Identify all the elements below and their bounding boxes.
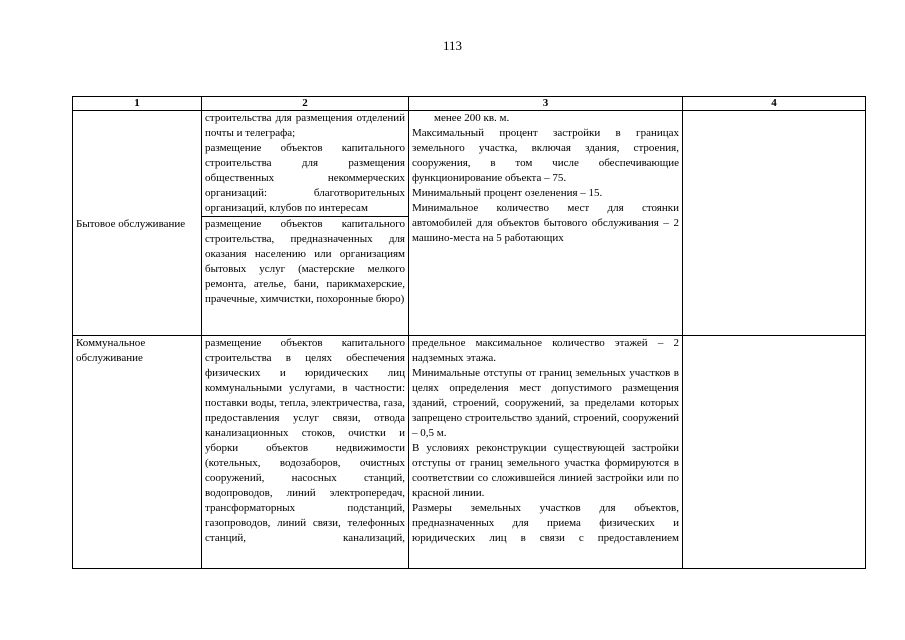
parameter-paragraph: В условиях реконструкции существующей застройки отступы от границ земельного участка формируются в соответствии со сложившейся линией застройки или по красной линии. bbox=[412, 442, 679, 499]
cell-parameters bbox=[409, 111, 683, 336]
cell-parameters bbox=[409, 336, 683, 569]
cell-use-description bbox=[202, 336, 409, 569]
cell-notes bbox=[683, 111, 866, 217]
description-paragraph: строительства для размещения отделений почты и телеграфа; bbox=[205, 112, 405, 139]
use-type-text: Коммунальное обслуживание bbox=[76, 337, 146, 364]
cell-use-type bbox=[73, 111, 202, 217]
page-number: 113 bbox=[442, 38, 463, 53]
parameter-paragraph: Размеры земельных участков для объектов, предназначенных для приема физических и юридических лиц в связи с предоставлением bbox=[412, 502, 679, 544]
parameters-clip bbox=[412, 336, 679, 568]
cell-use-description bbox=[202, 111, 409, 217]
cell-notes bbox=[683, 217, 866, 336]
table-header-row bbox=[73, 97, 866, 111]
description-paragraph: размещение объектов капитального строительства в целях обеспечения физических и юридических лиц коммунальными услугами, в частности: поставки воды, тепла, электричества, газа, предоставления услуг связи, отвода канализационных стоков, очистки и уборки объектов недвижимости (котельных, водозаборов, очистных сооружений, насосных станций, водопроводов, линий электропередач, трансформаторных подстанций, газопроводов, линий связи, телефонных станций, канализаций, bbox=[205, 337, 405, 544]
description-paragraph: размещение объектов капитального строительства для размещения общественных некоммерческих организаций: благотворительных организаций, клубов по интересам bbox=[205, 142, 405, 214]
parameter-paragraph: Минимальные отступы от границ земельных участков в целях определения мест допустимого размещения зданий, строений, сооружений, за пределами которых запрещено строительство зданий, строений, сооружений – 0,5 м. bbox=[412, 367, 679, 439]
regulations-table bbox=[72, 96, 866, 569]
description-clip bbox=[205, 336, 405, 568]
column-header-2: 2 bbox=[202, 97, 409, 111]
table-row bbox=[73, 336, 866, 569]
parameter-paragraph: предельное максимальное количество этажей – 2 надземных этажа. bbox=[412, 337, 679, 364]
column-header-3: 3 bbox=[409, 97, 683, 111]
column-header-4: 4 bbox=[683, 97, 866, 111]
column-header-1: 1 bbox=[73, 97, 202, 111]
parameter-paragraph: Минимальный процент озеленения – 15. bbox=[412, 187, 603, 199]
parameter-paragraph: менее 200 кв. м. bbox=[434, 112, 510, 124]
parameter-paragraph: Максимальный процент застройки в границах земельного участка, включая здания, строения, сооружения, в том числе обеспечивающие функционирование объекта – 75. bbox=[412, 127, 679, 184]
parameter-paragraph: Минимальное количество мест для стоянки автомобилей для объектов бытового обслуживания – 2 машино-места на 5 работающих bbox=[412, 202, 679, 244]
description-paragraph: размещение объектов капитального строительства, предназначенных для оказания населению или организациям бытовых услуг (мастерские мелкого ремонта, ателье, бани, парикмахерские, прачечные, химчистки, похоронные бюро) bbox=[205, 218, 405, 305]
cell-notes bbox=[683, 336, 866, 569]
cell-use-description bbox=[202, 217, 409, 336]
table-row bbox=[73, 111, 866, 217]
cell-use-type bbox=[73, 336, 202, 569]
cell-use-type: Бытовое обслуживание bbox=[73, 217, 202, 336]
